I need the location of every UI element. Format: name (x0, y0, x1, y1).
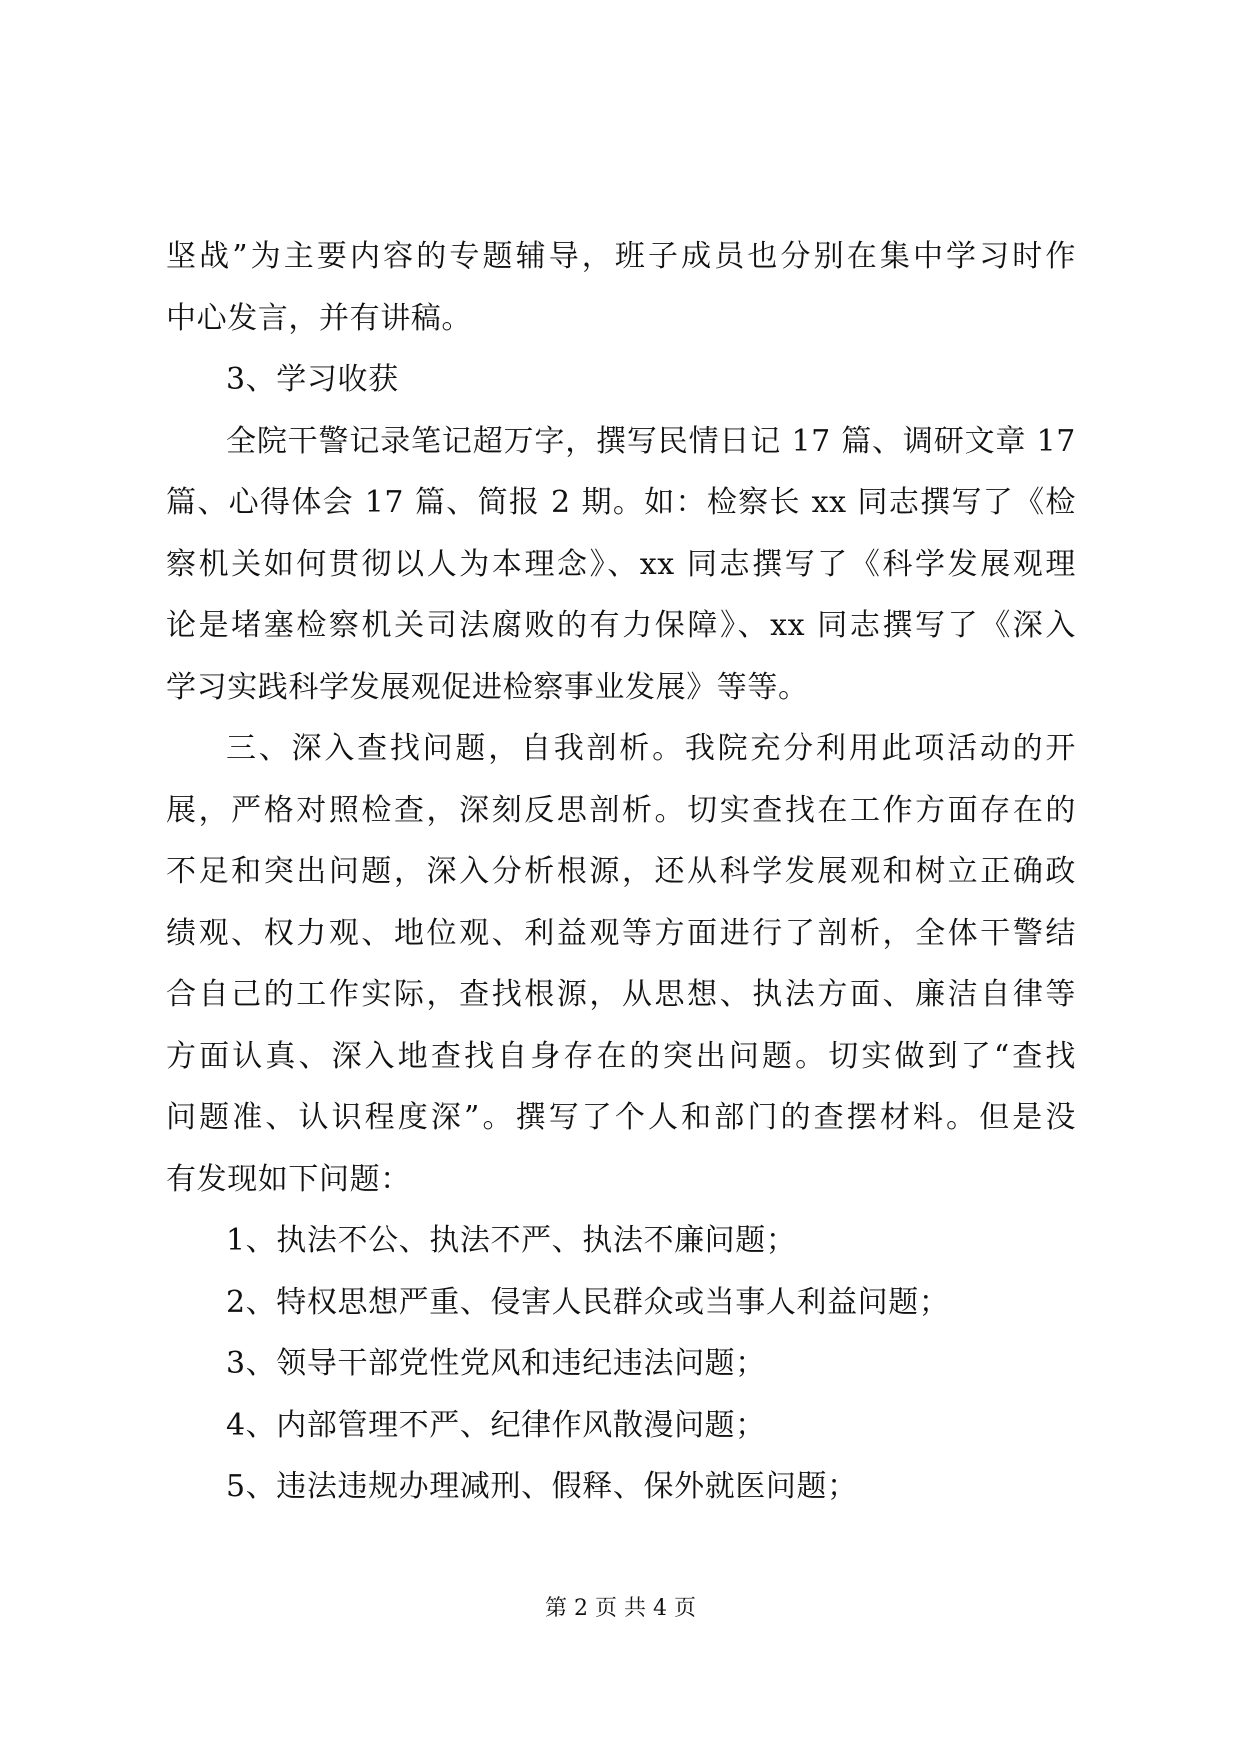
paragraph-line: 全院干警记录笔记超万字，撰写民情日记 17 篇、调研文章 17 (226, 423, 1076, 459)
paragraph-line: 合自己的工作实际，查找根源，从思想、执法方面、廉洁自律等 (166, 977, 1076, 1012)
paragraph-line: 论是堵塞检察机关司法腐败的有力保障》、xx 同志撰写了《深入 (166, 608, 1076, 643)
paragraph-line: 中心发言，并有讲稿。 (166, 300, 472, 336)
list-item: 4、内部管理不严、纪律作风散漫问题； (226, 1407, 766, 1443)
paragraph-line: 坚战”为主要内容的专题辅导，班子成员也分别在集中学习时作 (166, 239, 1076, 274)
paragraph-line: 问题准、认识程度深”。撰写了个人和部门的查摆材料。但是没 (166, 1100, 1076, 1135)
page-number-footer: 第 2 页 共 4 页 (545, 1596, 696, 1621)
list-item: 3、领导干部党性党风和违纪违法问题； (226, 1346, 766, 1381)
paragraph-line: 察机关如何贯彻以人为本理念》、xx 同志撰写了《科学发展观理 (166, 546, 1076, 582)
paragraph-line: 篇、心得体会 17 篇、简报 2 期。如：检察长 xx 同志撰写了《检 (166, 485, 1076, 520)
paragraph-line: 三、深入查找问题，自我剖析。我院充分利用此项活动的开 (226, 731, 1076, 766)
paragraph-line: 展，严格对照检查，深刻反思剖析。切实查找在工作方面存在的 (166, 792, 1076, 828)
list-item: 2、特权思想严重、侵害人民群众或当事人利益问题； (226, 1284, 950, 1320)
paragraph-line: 不足和突出问题，深入分析根源，还从科学发展观和树立正确政 (166, 854, 1076, 889)
section-heading: 3、学习收获 (226, 362, 399, 397)
document-body (166, 226, 1076, 1518)
paragraph-line: 方面认真、深入地查找自身存在的突出问题。切实做到了“查找 (166, 1038, 1076, 1074)
paragraph-line: 学习实践科学发展观促进检察事业发展》等等。 (166, 669, 809, 705)
list-item: 1、执法不公、执法不严、执法不廉问题； (226, 1223, 797, 1258)
paragraph-line: 有发现如下问题： (166, 1161, 411, 1197)
paragraph-line: 绩观、权力观、地位观、利益观等方面进行了剖析，全体干警结 (166, 915, 1076, 951)
list-item: 5、违法违规办理减刑、假释、保外就医问题； (226, 1469, 858, 1504)
